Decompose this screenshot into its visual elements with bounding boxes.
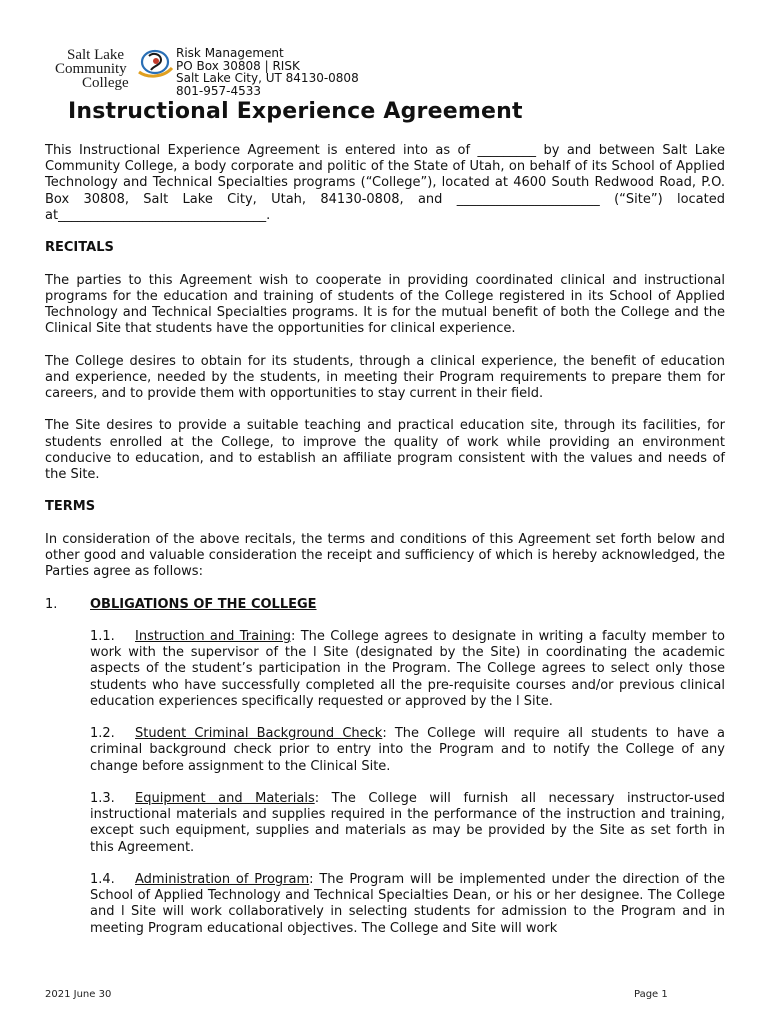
clause-text: : The Program will be implemented under the direction of the School of Applied Technology and Technical Specialties Dean, or his or her designee. The College and l Site will work collaboratively in selecting students for admission to the Program and in meeting Program educational objectives. The College and Site will work — [90, 871, 726, 936]
recitals-heading: RECITALS — [45, 240, 114, 256]
clause-number: 1.4. — [90, 871, 115, 887]
address-line2: PO Box 30808 | RISK — [176, 58, 300, 73]
clause-1-2 — [90, 726, 725, 775]
clause-number: 1.1. — [90, 628, 115, 644]
clause-title: Administration of Program — [135, 871, 310, 887]
terms-heading: TERMS — [45, 499, 96, 515]
clause-1-3 — [90, 791, 725, 856]
recitals-paragraph-2: The College desires to obtain for its students, through a clinical experience, the benefit of education and experience, needed by the students, in meeting their Program requirements to prepare them for careers, and to provide them with opportunities to stay current in their field. — [45, 353, 725, 401]
clause-1-1 — [90, 629, 725, 710]
college-logo — [55, 46, 175, 94]
clause-number: 1.2. — [90, 726, 115, 742]
address-line3: Salt Lake City, UT 84130-0808 — [176, 71, 359, 85]
footer-date: 2021 June 30 — [45, 989, 112, 1000]
clause-text: : The College will require all students to have a criminal background check prior to entry into the Program and to notify the College of any change before assignment to the Clinical Site. — [90, 726, 725, 774]
terms-paragraph: In consideration of the above recitals, the terms and conditions of this Agreement set forth below and other good and valuable consideration the receipt and sufficiency of which is hereby acknowledged, the Parties agree as follows: — [45, 531, 725, 580]
clause-title: Instruction and Training — [135, 628, 292, 644]
document-title: Instructional Experience Agreement — [68, 99, 523, 124]
clause-1-4 — [90, 872, 725, 937]
address-block — [176, 47, 359, 97]
recitals-paragraph-3: The Site desires to provide a suitable teaching and practical education site, through its facilities, for students enrolled at the College, to improve the quality of work while providing an environment conducive to education, and to establish an affiliate program consistent with the values and needs of the Site. — [45, 418, 725, 482]
recitals-paragraph-1: The parties to this Agreement wish to cooperate in providing coordinated clinical and instructional programs for the education and training of students of the College registered in its School of Applied Technology and Technical Specialties programs. It is for the mutual benefit of both the College and the Clinical Site that students have the opportunities for clinical experience. — [45, 272, 725, 337]
logo-text-line1: Salt Lake — [67, 47, 125, 63]
address-line1: Risk Management — [176, 46, 284, 60]
section-label: OBLIGATIONS OF THE COLLEGE — [90, 596, 317, 612]
section-1-heading — [45, 597, 725, 613]
clause-title: Equipment and Materials — [135, 790, 315, 806]
address-line4: 801-957-4533 — [176, 83, 262, 98]
clause-number: 1.3. — [90, 790, 115, 806]
logo-text-line3: College — [82, 75, 129, 91]
swoosh-emblem-icon — [135, 48, 175, 84]
clause-text: : The College agrees to designate in writing a faculty member to work with the supervisor of the l Site (designated by the Site) in coordinating the academic aspects of the student’s participation in the Program. The College agrees to select only those students who have successfully completed all the pre-requisite courses and/or previous clinical education experiences specifically requested or approved by the l Site. — [90, 628, 725, 709]
clause-title: Student Criminal Background Check — [135, 726, 383, 742]
section-number: 1. — [45, 596, 58, 612]
logo-text-line2: Community — [55, 61, 127, 77]
document-body — [45, 143, 725, 953]
footer-page-number: Page 1 — [634, 989, 668, 1000]
intro-paragraph: This Instructional Experience Agreement is entered into as of _________ by and between Salt Lake Community College, a body corporate and politic of the State of Utah, on behalf of its School of Applied Technology and Technical Specialties programs (“College”), located at 4600 South Redwood Road, P.O. Box 30808, Salt Lake City, Utah, 84130-0808, and ______________________ (“Site”) located at________________________________. — [45, 143, 725, 223]
clause-text: : The College will furnish all necessary instructor-used instructional materials and supplies required in the performance of the instruction and training, except such equipment, supplies and materials as may be provided by the Site as set forth in this Agreement. — [90, 790, 726, 855]
